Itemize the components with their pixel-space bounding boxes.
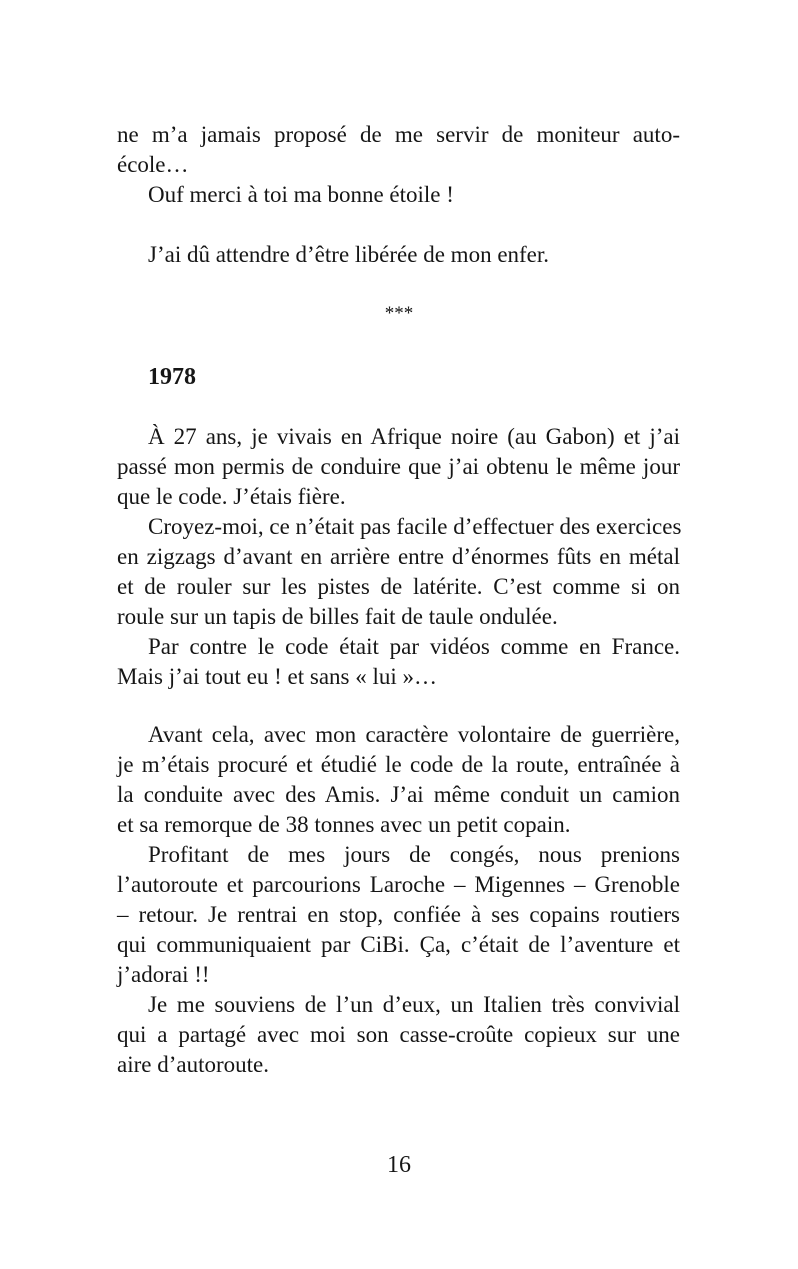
text-line: et de rouler sur les pistes de latérite. C’est comme si on bbox=[117, 574, 680, 599]
text-line: j’adorai !! bbox=[117, 962, 210, 987]
text-line: en zigzags d’avant en arrière entre d’énormes fûts en métal bbox=[117, 544, 680, 569]
section-heading: 1978 bbox=[148, 364, 196, 390]
text-line: et sa remorque de 38 tonnes avec un petit copain. bbox=[117, 812, 571, 837]
text-line: À 27 ans, je vivais en Afrique noire (au Gabon) et j’ai bbox=[148, 424, 680, 449]
text-line: – retour. Je rentrai en stop, confiée à ses copains routiers bbox=[117, 902, 680, 927]
text-line: Croyez-moi, ce n’était pas facile d’effectuer des exercices bbox=[148, 514, 682, 539]
text-line: que le code. J’étais fière. bbox=[117, 484, 346, 509]
text-line: la conduite avec des Amis. J’ai même conduit un camion bbox=[117, 782, 680, 807]
text-line: Mais j’ai tout eu ! et sans « lui »… bbox=[117, 664, 438, 689]
text-line: l’autoroute et parcourions Laroche – Migennes – Grenoble bbox=[117, 872, 680, 897]
text-line: école… bbox=[117, 152, 189, 177]
section-separator: *** bbox=[384, 303, 414, 324]
page-number: 16 bbox=[387, 1152, 411, 1178]
text-line: Je me souviens de l’un d’eux, un Italien très convivial bbox=[148, 992, 680, 1017]
text-line: qui communiquaient par CiBi. Ça, c’était de l’aventure et bbox=[117, 932, 680, 957]
text-line: aire d’autoroute. bbox=[117, 1052, 269, 1077]
text-line: qui a partagé avec moi son casse-croûte copieux sur une bbox=[117, 1022, 680, 1047]
text-line: J’ai dû attendre d’être libérée de mon enfer. bbox=[148, 242, 550, 267]
text-line: Profitant de mes jours de congés, nous prenions bbox=[148, 842, 680, 867]
text-line: Avant cela, avec mon caractère volontaire de guerrière, bbox=[148, 722, 680, 747]
text-line: je m’étais procuré et étudié le code de la route, entraînée à bbox=[117, 752, 680, 777]
text-line: ne m’a jamais proposé de me servir de moniteur auto- bbox=[117, 122, 680, 147]
text-line: Ouf merci à toi ma bonne étoile ! bbox=[148, 182, 454, 207]
text-line: roule sur un tapis de billes fait de taule ondulée. bbox=[117, 604, 558, 629]
text-line: passé mon permis de conduire que j’ai obtenu le même jour bbox=[117, 454, 680, 479]
text-line: Par contre le code était par vidéos comme en France. bbox=[148, 634, 680, 659]
